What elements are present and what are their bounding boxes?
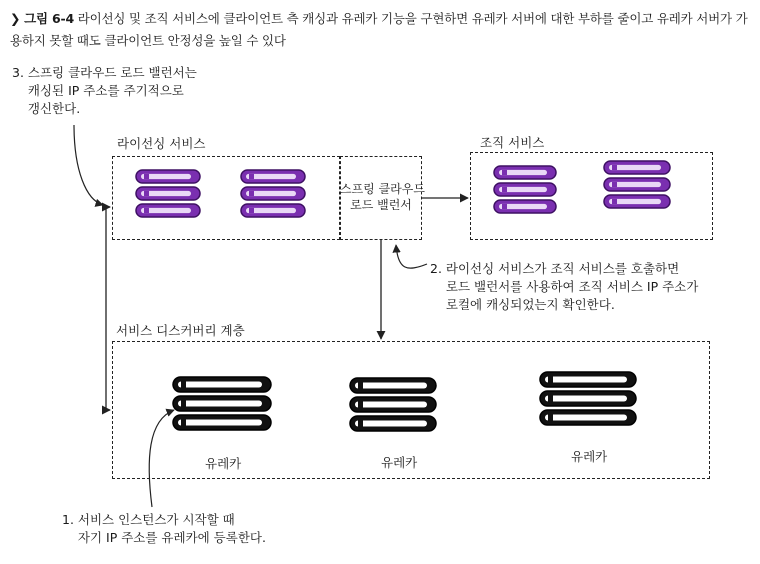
licensing-instance-1-icon [136,170,200,217]
server-slot [355,383,427,389]
server-led [249,191,254,196]
server-led [612,182,617,187]
server-led [144,174,149,179]
server-led [548,377,553,383]
server-slot [178,401,262,407]
server-led [358,402,363,408]
server-slot [178,382,262,388]
server-led [358,383,363,389]
caption-text: 라이선싱 및 조직 서비스에 클라이언트 측 캐싱과 유레카 기능을 구현하면 유레카 서버에 대한 부하를 줄이고 유레카 서버가 가용하지 못할 때도 클라이언트 안정성을 높일 수 있다 [10,11,748,48]
eureka-server-1-icon [173,377,271,430]
eureka-server-2-icon [350,378,436,431]
server-slot [355,421,427,427]
server-slot [178,420,262,426]
eureka-label-1: 유레카 [205,456,242,471]
figure-number: 그림 6-4 [24,11,74,26]
server-slot [545,396,627,402]
server-led [249,174,254,179]
note-1-callout [149,410,174,507]
server-led [502,170,507,175]
server-led [548,415,553,421]
organization-instance-2-icon [604,161,670,208]
organization-instance-1-icon [494,166,556,213]
note-3-callout [74,125,103,205]
licensing-service-title: 라이선싱 서비스 [117,136,206,151]
server-led [548,396,553,402]
server-slot [545,377,627,383]
server-led [612,165,617,170]
server-led [249,208,254,213]
server-led [181,382,186,388]
server-slot [545,415,627,421]
server-led [181,420,186,426]
server-led [144,191,149,196]
server-led [612,199,617,204]
note-2: 2. 라이선싱 서비스가 조직 서비스를 호출하면 로드 밸런서를 사용하여 조직 서비스 IP 주소가 로컬에 캐싱되었는지 확인한다. [430,261,699,312]
server-led [502,187,507,192]
organization-service-title: 조직 서비스 [480,135,545,150]
load-balancer-label: 스프링 클라우드 로드 밸런서 [340,182,425,212]
licensing-instance-2-icon [241,170,305,217]
server-led [358,421,363,427]
eureka-label-2: 유레카 [381,455,418,470]
service-discovery-title: 서비스 디스커버리 계층 [116,323,245,338]
server-led [181,401,186,407]
server-slot [355,402,427,408]
server-led [502,204,507,209]
note-2-callout [396,245,427,268]
note-1: 1. 서비스 인스턴스가 시작할 때 자기 IP 주소를 유레카에 등록한다. [62,512,266,545]
server-led [144,208,149,213]
eureka-server-3-icon [540,372,636,425]
caption-marker-icon: ❯ [10,11,21,26]
note-3: 3. 스프링 클라우드 로드 밸런서는 캐싱된 IP 주소를 주기적으로 갱신한다. [12,65,197,116]
eureka-label-3: 유레카 [571,449,608,464]
